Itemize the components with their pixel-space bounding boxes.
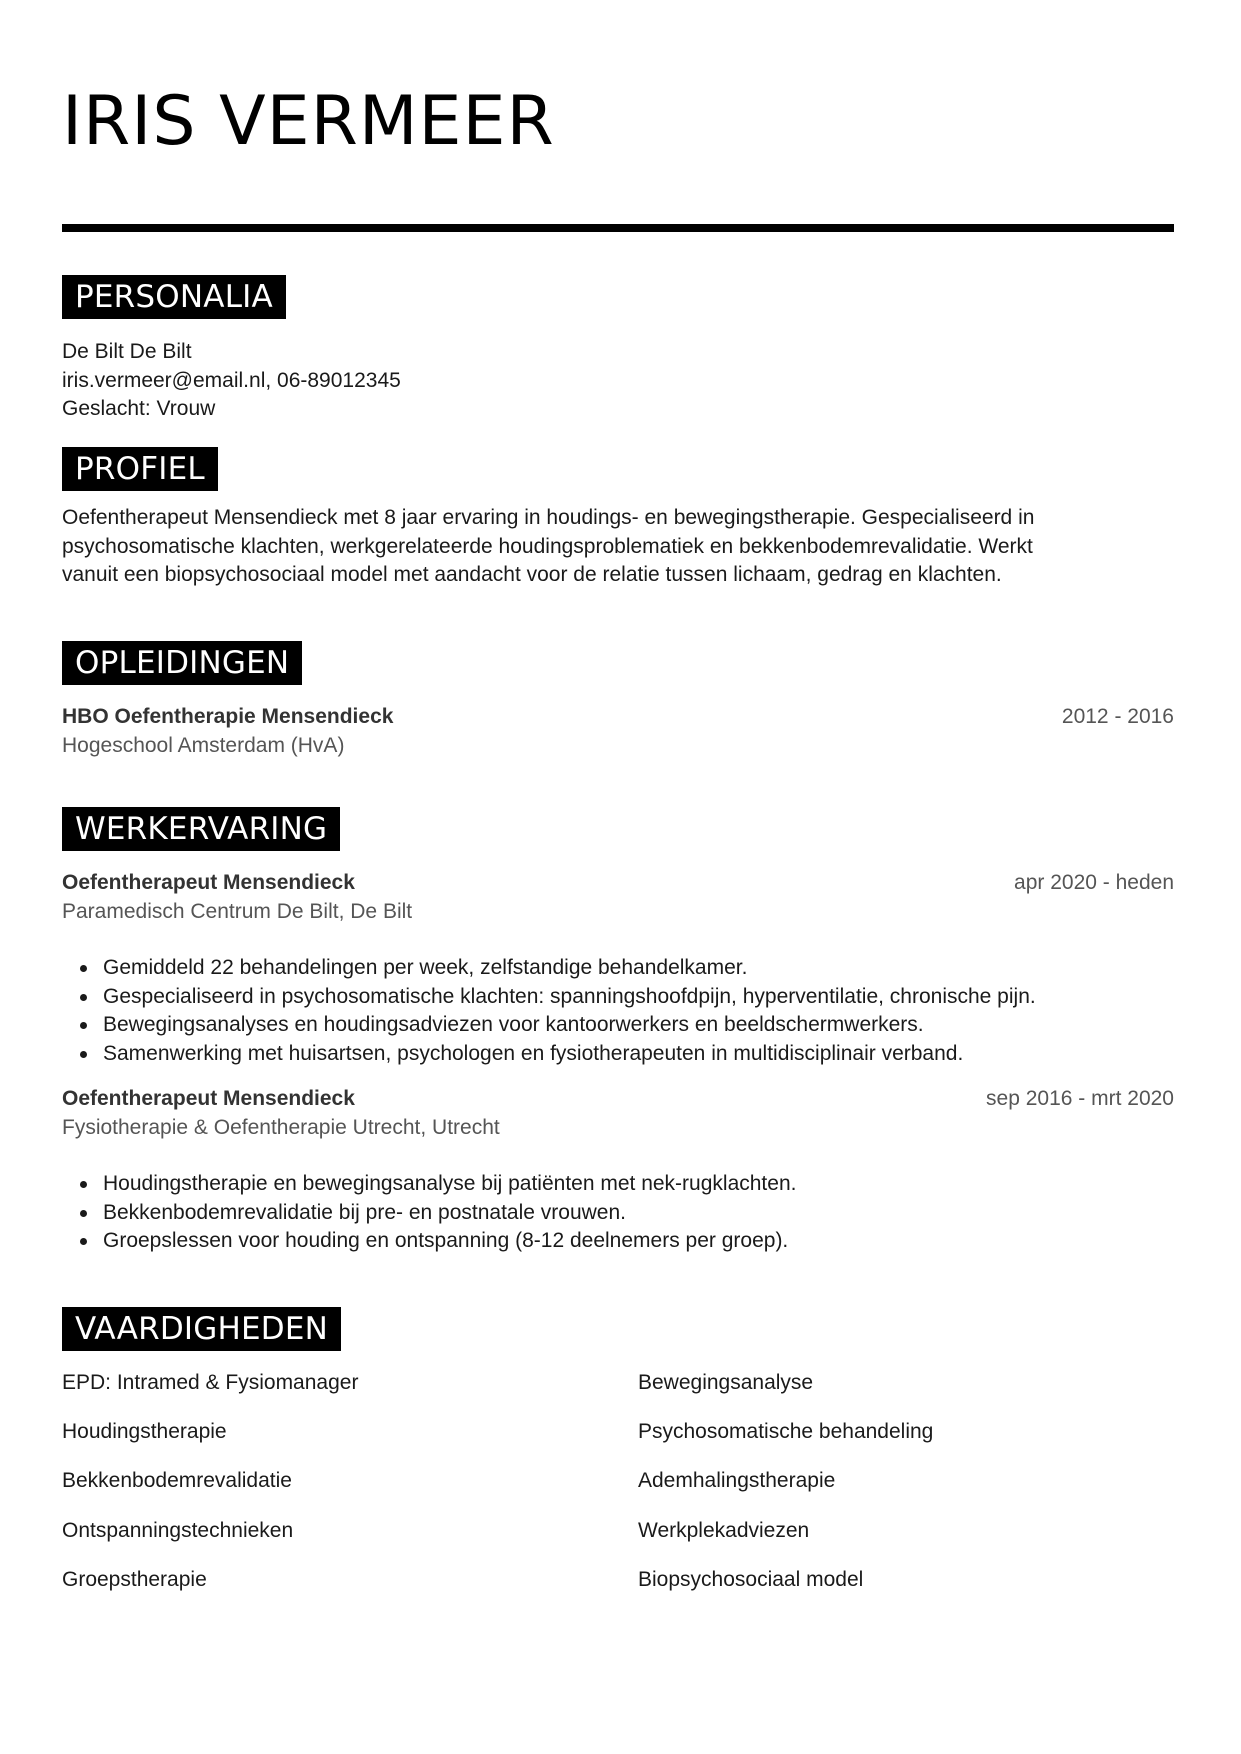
duty-text: Gemiddeld 22 behandelingen per week, zelfstandige behandelkamer. <box>103 956 748 979</box>
bullet-icon <box>80 1181 87 1188</box>
profile-summary <box>62 504 1174 590</box>
bullet-icon <box>80 1051 87 1058</box>
skill-item: Ademhalingstherapie <box>638 1469 836 1492</box>
job-period: apr 2020 - heden <box>1014 871 1174 894</box>
bullet-icon <box>80 1210 87 1217</box>
job-duties-list <box>62 1170 1174 1256</box>
duty-text: Gespecialiseerd in psychosomatische klachten: spanningshoofdpijn, hyperventilatie, chronische pijn. <box>103 984 1036 1008</box>
skill-item: Houdingstherapie <box>62 1420 227 1443</box>
duty-item <box>103 1011 1174 1040</box>
skill-item: Biopsychosociaal model <box>638 1568 864 1591</box>
profile-line: psychosomatische klachten, werkgerelateerde houdingsproblematiek en bekkenbodemrevalidatie. Werkt <box>62 534 1033 558</box>
duty-text: Houdingstherapie en bewegingsanalyse bij patiënten met nek-rugklachten. <box>103 1172 797 1195</box>
job-title: Oefentherapeut Mensendieck <box>62 871 355 894</box>
job-entry <box>62 869 1174 1068</box>
duty-text: Bewegingsanalyses en houdingsadviezen voor kantoorwerkers en beeldschermwerkers. <box>103 1013 924 1036</box>
personalia-section <box>62 275 1174 424</box>
profiel-heading: PROFIEL <box>62 447 218 491</box>
profiel-section <box>62 447 1174 590</box>
candidate-name: IRIS VERMEER <box>62 82 555 161</box>
profile-line: vanuit een biopsychosociaal model met aandacht voor de relatie tussen lichaam, gedrag en klachten. <box>62 563 1002 586</box>
institution-name: Hogeschool Amsterdam (HvA) <box>62 733 345 757</box>
bullet-icon <box>80 1238 87 1245</box>
employer-name: Fysiotherapie & Oefentherapie Utrecht, Utrecht <box>62 1115 500 1139</box>
job-duties-list <box>62 954 1174 1068</box>
skill-item: EPD: Intramed & Fysiomanager <box>62 1371 359 1394</box>
opleidingen-section <box>62 641 1174 760</box>
profile-line: Oefentherapeut Mensendieck met 8 jaar ervaring in houdings- en bewegingstherapie. Gespecialiseerd in <box>62 506 1035 529</box>
skill-item: Psychosomatische behandeling <box>638 1420 934 1443</box>
duty-item <box>103 954 1174 983</box>
skill-item: Bekkenbodemrevalidatie <box>62 1469 292 1492</box>
duty-item <box>103 1199 1174 1228</box>
skill-item: Bewegingsanalyse <box>638 1371 814 1394</box>
werkervaring-heading: WERKERVARING <box>62 807 340 851</box>
degree-title: HBO Oefentherapie Mensendieck <box>62 705 394 728</box>
duty-item <box>103 1170 1174 1199</box>
bullet-icon <box>80 994 87 1001</box>
job-title: Oefentherapeut Mensendieck <box>62 1087 355 1110</box>
duty-item <box>103 983 1174 1012</box>
bullet-icon <box>80 1022 87 1029</box>
contact-line: iris.vermeer@email.nl, 06-89012345 <box>62 368 401 392</box>
duty-text: Bekkenbodemrevalidatie bij pre- en postnatale vrouwen. <box>103 1200 626 1224</box>
werkervaring-section <box>62 807 1174 1256</box>
bullet-icon <box>80 965 87 972</box>
skill-item: Werkplekadviezen <box>638 1519 810 1542</box>
address-line: De Bilt De Bilt <box>62 340 192 363</box>
vaardigheden-heading: VAARDIGHEDEN <box>62 1307 341 1351</box>
skill-item: Ontspanningstechnieken <box>62 1519 294 1542</box>
education-entry <box>62 703 1174 760</box>
duty-item <box>103 1227 1174 1256</box>
personalia-heading: PERSONALIA <box>62 275 286 319</box>
gender-line: Geslacht: Vrouw <box>62 397 216 420</box>
education-period: 2012 - 2016 <box>1061 705 1174 728</box>
job-period: sep 2016 - mrt 2020 <box>986 1087 1174 1110</box>
header-divider <box>62 224 1174 232</box>
duty-item <box>103 1040 1174 1069</box>
job-entry <box>62 1085 1174 1256</box>
opleidingen-heading: OPLEIDINGEN <box>62 641 302 685</box>
vaardigheden-section <box>62 1307 1174 1591</box>
skill-item: Groepstherapie <box>62 1568 207 1591</box>
employer-name: Paramedisch Centrum De Bilt, De Bilt <box>62 899 413 923</box>
duty-text: Groepslessen voor houding en ontspanning (8-12 deelnemers per groep). <box>103 1229 789 1252</box>
duty-text: Samenwerking met huisartsen, psychologen en fysiotherapeuten in multidisciplinair verband. <box>103 1041 964 1065</box>
personal-details <box>62 338 1174 424</box>
